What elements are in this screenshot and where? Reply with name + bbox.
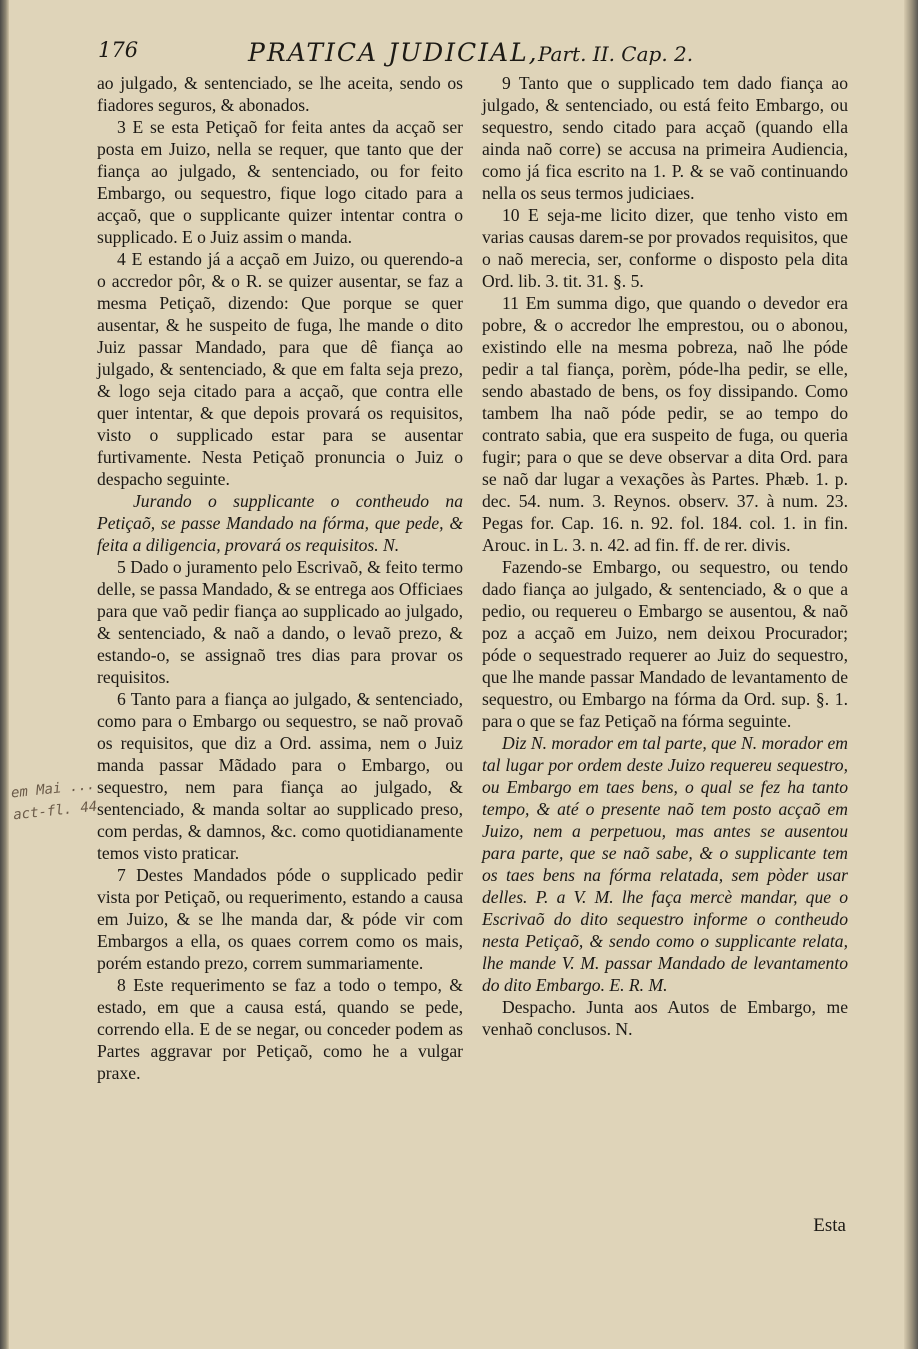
paragraph-5: 5 Dado o juramento pelo Escrivaõ, & feito termo delle, se passa Mandado, & se entrega aos Officiaes para que vaõ pedir fiança ao supplicado ao julgado, & sentenciado, & naõ a dando, o levaõ prezo, & estando-o, se assignaõ tres dias para provar os requisitos. (97, 557, 463, 687)
handwritten-margin-note: em Mai ... act-fl. 44 (10, 776, 99, 824)
paragraph-6: 6 Tanto para a fiança ao julgado, & sentenciado, como para o Embargo ou sequestro, se naõ provaõ os requisitos, que diz a Ord. assima, nem o Juiz manda passar Mãdado para o Embargo, ou sequestro, nem para fiança ao julgado, & sentenciado, & manda soltar ao supplicado preso, com perdas, & damnos, &c. como quotidianamente temos visto praticar. (97, 689, 463, 863)
catchword: Esta (813, 1215, 846, 1236)
paragraph-4: 4 E estando já a acçaõ em Juizo, ou querendo-a o accredor pôr, & o R. se quizer ausentar, se faz a mesma Petiçaõ, dizendo: Que porque se quer ausentar, & he suspeito de fuga, lhe mande o dito Juiz passar Mandado, para que dê fiança ao julgado, & sentenciado, & que em falta seja prezo, & logo seja citado para a acçaõ, que contra elle quer intentar, & que depois provará os requisitos, visto o supplicado estar para se ausentar furtivamente. Nesta Petiçaõ pronuncia o Juiz o despacho seguinte. (97, 249, 463, 489)
paragraph-8: 8 Este requerimento se faz a todo o tempo, & estado, em que a causa está, quando se pede, correndo ella. E de se negar, ou conceder podem as Partes aggravar por Petiçaõ, como he a vulgar praxe. (97, 975, 463, 1083)
page-gutter-left (0, 0, 9, 1349)
petition-formula: Diz N. morador em tal parte, que N. morador em tal lugar por ordem deste Juizo requereu sequestro, ou Embargo em taes bens, o qual se fez ha tanto tempo, & até o presente naõ tem posto acçaõ em Juizo, nem a perpetuou, mas antes se ausentou para parte, que se naõ sabe, & o supplicante tem os taes bens na fórma relatada, sem pòder usar delles. P. a V. M. lhe faça mercè mandar, que o Escrivaõ do dito sequestro informe o contheudo nesta Petiçaõ, & sendo como o supplicante relata, lhe mande V. M. passar Mandado de levantamento do dito Embargo. E. R. M. (482, 733, 849, 995)
page-edge-right (904, 0, 918, 1349)
paragraph-continuation: ao julgado, & sentenciado, se lhe aceita, sendo os fiadores seguros, & abonados. (97, 73, 463, 115)
despacho-formula: Jurando o supplicante o contheudo na Petiçaõ, se passe Mandado na fórma, que pede, & feita a diligencia, provará os requisitos. N. (97, 491, 463, 555)
paragraph-7: 7 Destes Mandados póde o supplicado pedir vista por Petiçaõ, ou requerimento, estando a causa em Juizo, & se lhe manda dar, & póde vir com Embargos a ella, os quaes correm como os mais, porém estando prezo, correm summariamente. (97, 865, 463, 973)
running-header (98, 38, 858, 72)
paragraph-11: 11 Em summa digo, que quando o devedor era pobre, & o accredor lhe emprestou, ou o abonou, existindo elle na mesma pobreza, naõ lhe póde pedir a tal fiança, porèm, póde-lha pedir, se elle, sendo abastado de bens, os foy dissipando. Como tambem lha naõ póde pedir, se ao tempo do contrato sabia, que era suspeito de fuga, ou queria fugir; para o que se deve observar a dita Ord. para se naõ dar lugar a vexações às Partes. Phæb. 1. p. dec. 54. num. 3. Reynos. observ. 37. à num. 23. Pegas for. Cap. 16. n. 92. fol. 184. col. 1. in fin. Arouc. in L. 3. n. 42. ad fin. ff. de rer. divis. (482, 293, 848, 555)
paragraph-10: 10 E seja-me licito dizer, que tenho visto em varias causas darem-se por provados requisitos, que o naõ merecia, ser, conforme o disposto pela dita Ord. lib. 3. tit. 31. §. 5. (482, 205, 848, 291)
paragraph-3: 3 E se esta Petiçaõ for feita antes da acçaõ ser posta em Juizo, nella se requer, que tanto que der fiança ao julgado, & sentenciado, ou for feito Embargo, ou sequestro, fique logo citado para a acçaõ, que o supplicante quizer intentar contra o supplicado. E o Juiz assim o manda. (97, 117, 463, 247)
left-column (97, 72, 463, 1084)
running-title: PRATICA JUDICIAL, (248, 38, 539, 67)
paragraph-9: 9 Tanto que o supplicado tem dado fiança ao julgado, & sentenciado, ou está feito Embargo, ou sequestro, sendo citado para acçaõ (quando ella ainda naõ corre) se accusa na primeira Audiencia, como já fica escrito na 1. P. & se vaõ continuando nella os seus termos judiciaes. (482, 73, 848, 203)
part-chapter-label: Part. II. Cap. 2. (538, 42, 694, 66)
right-column (482, 72, 848, 1040)
page-number: 176 (98, 38, 139, 62)
paragraph-levantamento: Fazendo-se Embargo, ou sequestro, ou tendo dado fiança ao julgado, & sentenciado, & o que a pedio, ou requereu o Embargo se ausentou, & naõ poz a acçaõ em Juizo, nem deixou Procurador; póde o sequestrado requerer ao Juiz do sequestro, que lhe mande passar Mandado de levantamento de sequestro, ou Embargo na fórma da Ord. sup. §. 1. para o que se faz Petiçaõ na fórma seguinte. (482, 557, 848, 731)
despacho-line: Despacho. Junta aos Autos de Embargo, me venhaõ conclusos. N. (482, 997, 848, 1039)
